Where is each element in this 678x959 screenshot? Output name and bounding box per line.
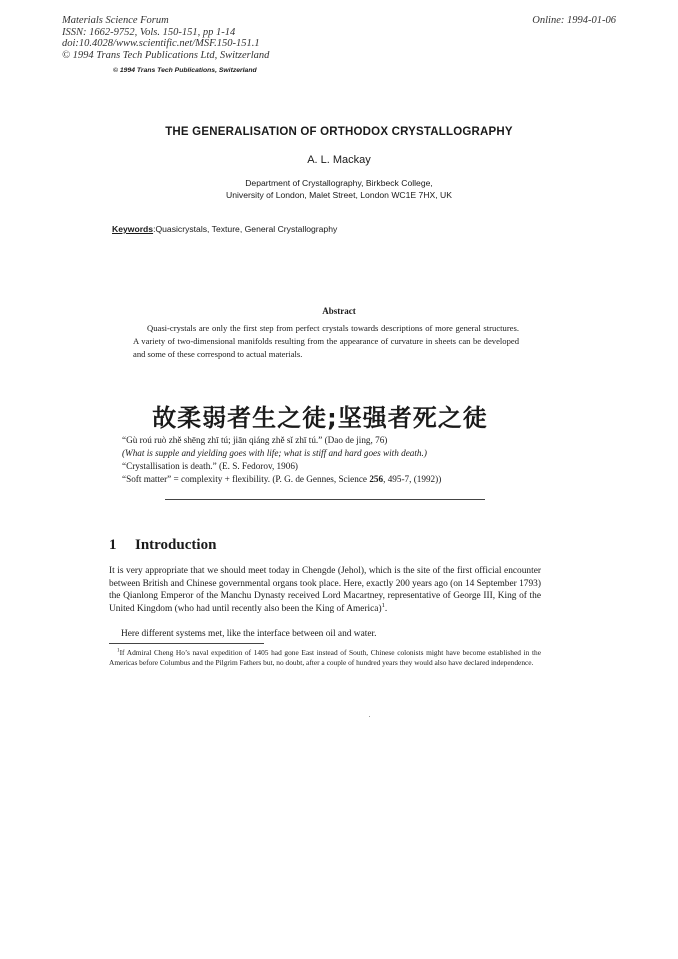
- publisher-stamp: © 1994 Trans Tech Publications, Switzerland: [113, 67, 257, 74]
- affiliation: [0, 177, 678, 201]
- degennes-quote: [122, 473, 441, 486]
- chinese-epigraph: 故柔弱者生之徒;坚强者死之徒: [152, 404, 488, 432]
- pinyin-quote: “Gù roú ruò zhě shēng zhī tú; jiān qiáng zhě sǐ zhī tú.” (Dao de jing, 76): [122, 435, 388, 445]
- intro-paragraph-1-end: .: [384, 603, 388, 614]
- footnote-rule: [109, 643, 264, 644]
- keywords-line: [112, 224, 337, 234]
- translation-quote: (What is supple and yielding goes with life; what is stiff and hard goes with death.): [122, 448, 427, 458]
- abstract-heading: Abstract: [322, 306, 356, 316]
- section-number: 1: [109, 537, 117, 553]
- section-title: Introduction: [135, 537, 217, 553]
- affiliation-line-2: University of London, Malet Street, London WC1E 7HX, UK: [226, 190, 452, 200]
- paper-author: A. L. Mackay: [307, 154, 371, 166]
- intro-paragraph-2: Here different systems met, like the interface between oil and water.: [121, 629, 377, 639]
- journal-name: Materials Science Forum: [62, 15, 169, 26]
- footnote-mark: 1: [117, 647, 120, 654]
- footnote: [109, 648, 541, 668]
- separator-rule: [165, 499, 485, 500]
- degennes-pages: , 495-7, (1992)): [383, 474, 442, 484]
- issn-line: ISSN: 1662-9752, Vols. 150-151, pp 1-14: [62, 26, 236, 38]
- scan-speck: [369, 716, 370, 717]
- intro-paragraph-1: [109, 565, 541, 615]
- section-heading: [109, 537, 216, 554]
- keywords-text: :Quasicrystals, Texture, General Crystallography: [153, 224, 338, 234]
- affiliation-line-1: Department of Crystallography, Birkbeck College,: [245, 178, 433, 188]
- footnote-ref[interactable]: 1: [381, 601, 385, 609]
- degennes-volume: 256: [369, 474, 384, 484]
- footnote-text: If Admiral Cheng Ho’s naval expedition of 1405 had gone East instead of South, Chinese colonists might have become established in the Americas before Columbus and the Pilgrim Fathers but, no doubt, after a couple of hundred years they would also have declared independence.: [109, 648, 541, 667]
- paper-title: THE GENERALISATION OF ORTHODOX CRYSTALLOGRAPHY: [165, 126, 513, 138]
- intro-paragraph-1-text: It is very appropriate that we should meet today in Chengde (Jehol), which is the site of the first official encounter between British and Chinese governmental organs took place. Here, exactly 200 years ago (on 14 September 1793) the Qianlong Emperor of the Manchu Dynasty received Lord Macartney, representative of George III, King of the United Kingdom (who had until recently also been the King of America): [109, 566, 541, 614]
- header-block: [62, 15, 362, 61]
- doi-link[interactable]: doi:10.4028/www.scientific.net/MSF.150-151.1: [62, 38, 260, 49]
- fedorov-quote: “Crystallisation is death.” (E. S. Fedorov, 1906): [122, 461, 298, 471]
- copyright-line: © 1994 Trans Tech Publications Ltd, Switzerland: [62, 49, 270, 61]
- degennes-text: “Soft matter” = complexity + flexibility. (P. G. de Gennes, Science: [122, 474, 370, 484]
- online-date: Online: 1994-01-06: [532, 15, 616, 26]
- abstract-text: Quasi-crystals are only the first step from perfect crystals towards descriptions of more general structures. A variety of two-dimensional manifolds resulting from the appearance of curvature in sheets can be developed and some of these correspond to actual materials.: [133, 323, 519, 359]
- keywords-label: Keywords: [112, 224, 154, 234]
